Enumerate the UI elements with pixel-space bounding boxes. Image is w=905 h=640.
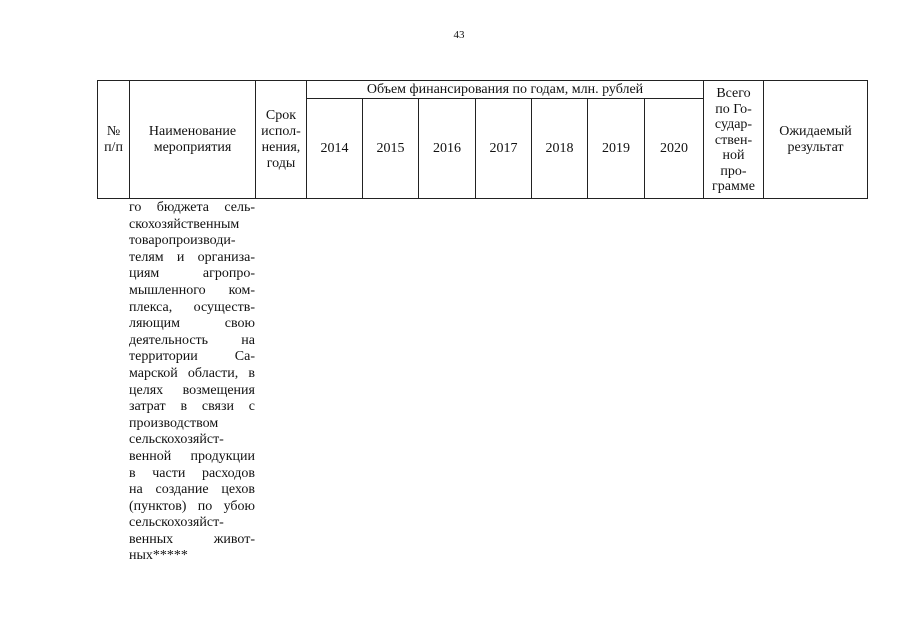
text-line: производством <box>129 415 219 431</box>
text-line: на создание цехов <box>129 482 255 498</box>
header-year-2019: 2019 <box>602 140 630 156</box>
header-number <box>98 81 129 198</box>
header-total-line: Всего <box>716 86 751 102</box>
text-line: сельскохозяйст- <box>129 432 224 448</box>
header-term-line: испол- <box>261 123 301 139</box>
text-line: целях возмещения <box>129 382 255 398</box>
header-term-line: годы <box>266 155 296 171</box>
header-total-line: ствен- <box>714 132 753 148</box>
text-line: марской области, в <box>129 365 255 381</box>
header-number-line: № <box>106 123 121 139</box>
text-line: сельскохозяйст- <box>129 515 224 531</box>
header-term-line: Срок <box>265 107 297 123</box>
text-line: товаропроизводи- <box>129 233 236 249</box>
header-funding-group: Объем финансирования по годам, млн. рублей <box>366 81 644 97</box>
text-line: мышленного ком- <box>129 282 255 298</box>
row-name-continuation <box>129 200 255 565</box>
header-name-line: мероприятия <box>153 139 232 155</box>
text-line: (пунктов) по убою <box>129 498 255 514</box>
text-line: деятельность на <box>129 332 255 348</box>
page-number: 43 <box>453 29 465 41</box>
header-year-2018: 2018 <box>545 140 574 156</box>
text-line: территории Са- <box>129 349 255 365</box>
header-year-2020: 2020 <box>660 140 688 156</box>
header-total-line: про- <box>720 163 747 179</box>
header-result-line: результат <box>787 139 844 155</box>
header-result-line: Ожидаемый <box>779 123 852 139</box>
text-line: циям агропро- <box>129 266 255 282</box>
text-line: го бюджета сель- <box>129 200 255 215</box>
table-header <box>97 80 868 199</box>
text-line: затрат в связи с <box>129 399 255 415</box>
header-total-line: по Го- <box>715 101 752 117</box>
header-number-line: п/п <box>104 139 123 155</box>
header-year-2017: 2017 <box>489 140 518 156</box>
text-line: плекса, осуществ- <box>129 299 255 315</box>
text-line: венной продукции <box>129 448 255 464</box>
text-line: телям и организа- <box>129 249 255 265</box>
header-name <box>130 81 255 198</box>
header-term <box>256 81 306 198</box>
header-year-2016: 2016 <box>433 140 461 156</box>
header-total-line: судар- <box>714 117 753 133</box>
header-name-line: Наименование <box>148 123 237 139</box>
header-total-line: грамме <box>712 179 755 195</box>
text-line: ных***** <box>129 548 188 564</box>
header-term-line: нения, <box>261 139 301 155</box>
header-year-2015: 2015 <box>376 140 405 156</box>
text-line: в части расходов <box>129 465 255 481</box>
header-total <box>704 82 763 199</box>
header-year-2014: 2014 <box>320 140 349 156</box>
text-line: скохозяйственным <box>129 216 240 232</box>
header-total-line: ной <box>722 148 745 164</box>
header-result <box>764 81 867 198</box>
text-line: ляющим свою <box>129 316 255 332</box>
text-line: венных живот- <box>129 531 255 547</box>
